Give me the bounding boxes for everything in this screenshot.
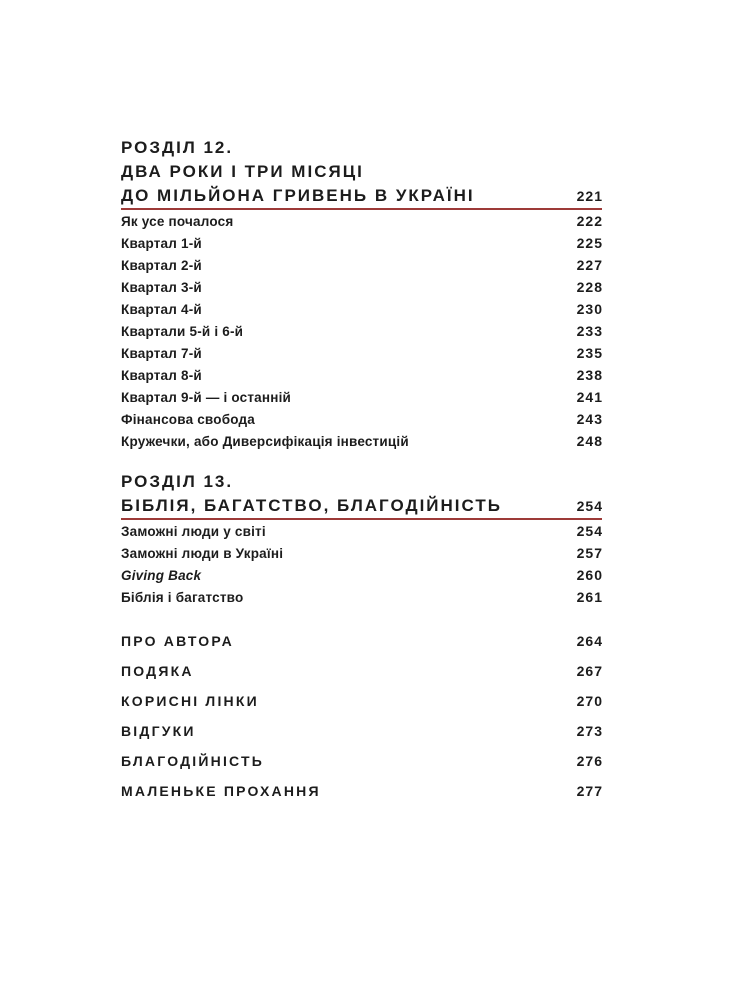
toc-entry [121, 520, 602, 542]
backmatter-entry [121, 686, 602, 716]
toc-entry [121, 232, 602, 254]
backmatter-entry-label: ПРО АВТОРА [121, 633, 234, 649]
toc-entry-page: 241 [576, 389, 603, 405]
toc-entry-label: Квартал 1-й [121, 235, 202, 251]
backmatter-entry-page: 273 [576, 723, 603, 739]
toc-entry-page: 228 [576, 279, 603, 295]
chapter-number-line: РОЗДІЛ 12. [121, 138, 234, 157]
toc-entry-label: Заможні люди у світі [121, 523, 266, 539]
toc-entry [121, 386, 602, 408]
toc-entry-label: Кружечки, або Диверсифікація інвестицій [121, 433, 409, 449]
toc-entry-label: Квартал 4-й [121, 301, 202, 317]
chapter-title-text: ДО МІЛЬЙОНА ГРИВЕНЬ В УКРАЇНІ [121, 186, 475, 205]
toc-entry [121, 408, 602, 430]
toc-entry [121, 276, 602, 298]
toc-entry [121, 320, 602, 342]
chapter-page-number: 221 [576, 188, 603, 204]
toc-entry [121, 430, 602, 452]
toc-entry-label: Заможні люди в Україні [121, 545, 284, 561]
chapter-title-last-line [121, 494, 602, 518]
toc-entry-page: 238 [576, 367, 603, 383]
toc-entry-label: Квартал 7-й [121, 345, 202, 361]
toc-entry-label: Біблія і багатство [121, 589, 244, 605]
backmatter-entry-page: 276 [576, 753, 603, 769]
toc-entry-label: Giving Back [121, 567, 202, 583]
toc-entry [121, 564, 602, 586]
toc-entry-label: Квартал 3-й [121, 279, 202, 295]
toc-entry [121, 254, 602, 276]
toc-entry-page: 254 [576, 523, 603, 539]
table-of-contents [121, 136, 602, 806]
chapter-13-heading [121, 470, 602, 518]
toc-entry-label: Квартали 5-й і 6-й [121, 323, 244, 339]
toc-entry [121, 210, 602, 232]
chapter-number-line: РОЗДІЛ 13. [121, 472, 234, 491]
chapter-title-last-line [121, 184, 602, 208]
toc-entry-page: 248 [576, 433, 603, 449]
toc-entry-page: 260 [576, 567, 603, 583]
toc-entry-label: Квартал 8-й [121, 367, 202, 383]
chapter-12-entries [121, 210, 602, 452]
chapter-12-heading [121, 136, 602, 208]
toc-entry-page: 243 [576, 411, 603, 427]
toc-entry-page: 233 [576, 323, 603, 339]
backmatter-entry [121, 746, 602, 776]
toc-entry [121, 298, 602, 320]
backmatter-entry-label: БЛАГОДІЙНІСТЬ [121, 753, 265, 769]
toc-entry-page: 261 [576, 589, 603, 605]
backmatter-entry-label: КОРИСНІ ЛІНКИ [121, 693, 259, 709]
backmatter-entry-page: 277 [576, 783, 603, 799]
toc-entry-page: 225 [576, 235, 603, 251]
backmatter-entry-label: МАЛЕНЬКЕ ПРОХАННЯ [121, 783, 321, 799]
chapter-13-section [121, 470, 602, 608]
toc-entry [121, 586, 602, 608]
backmatter-entry-label: ПОДЯКА [121, 663, 194, 679]
toc-entry-label: Фінансова свобода [121, 411, 255, 427]
toc-entry-page: 257 [576, 545, 603, 561]
toc-entry [121, 542, 602, 564]
chapter-12-section [121, 136, 602, 452]
toc-entry [121, 364, 602, 386]
toc-entry-label: Квартал 9-й — і останній [121, 389, 292, 405]
chapter-title-text: БІБЛІЯ, БАГАТСТВО, БЛАГОДІЙНІСТЬ [121, 496, 502, 515]
backmatter-entry [121, 776, 602, 806]
toc-entry-label: Як усе почалося [121, 213, 234, 229]
backmatter-entry [121, 656, 602, 686]
backmatter-entry-page: 267 [576, 663, 603, 679]
toc-entry-page: 222 [576, 213, 603, 229]
backmatter-list [121, 626, 602, 806]
toc-entry-page: 235 [576, 345, 603, 361]
chapter-title-line: ДВА РОКИ І ТРИ МІСЯЦІ [121, 162, 364, 181]
backmatter-entry [121, 716, 602, 746]
toc-entry [121, 342, 602, 364]
toc-entry-page: 227 [576, 257, 603, 273]
toc-entry-label: Квартал 2-й [121, 257, 202, 273]
toc-entry-page: 230 [576, 301, 603, 317]
backmatter-entry-page: 264 [576, 633, 603, 649]
chapter-13-entries [121, 520, 602, 608]
backmatter-entry-page: 270 [576, 693, 603, 709]
chapter-page-number: 254 [576, 498, 603, 514]
backmatter-entry-label: ВІДГУКИ [121, 723, 196, 739]
backmatter-entry [121, 626, 602, 656]
